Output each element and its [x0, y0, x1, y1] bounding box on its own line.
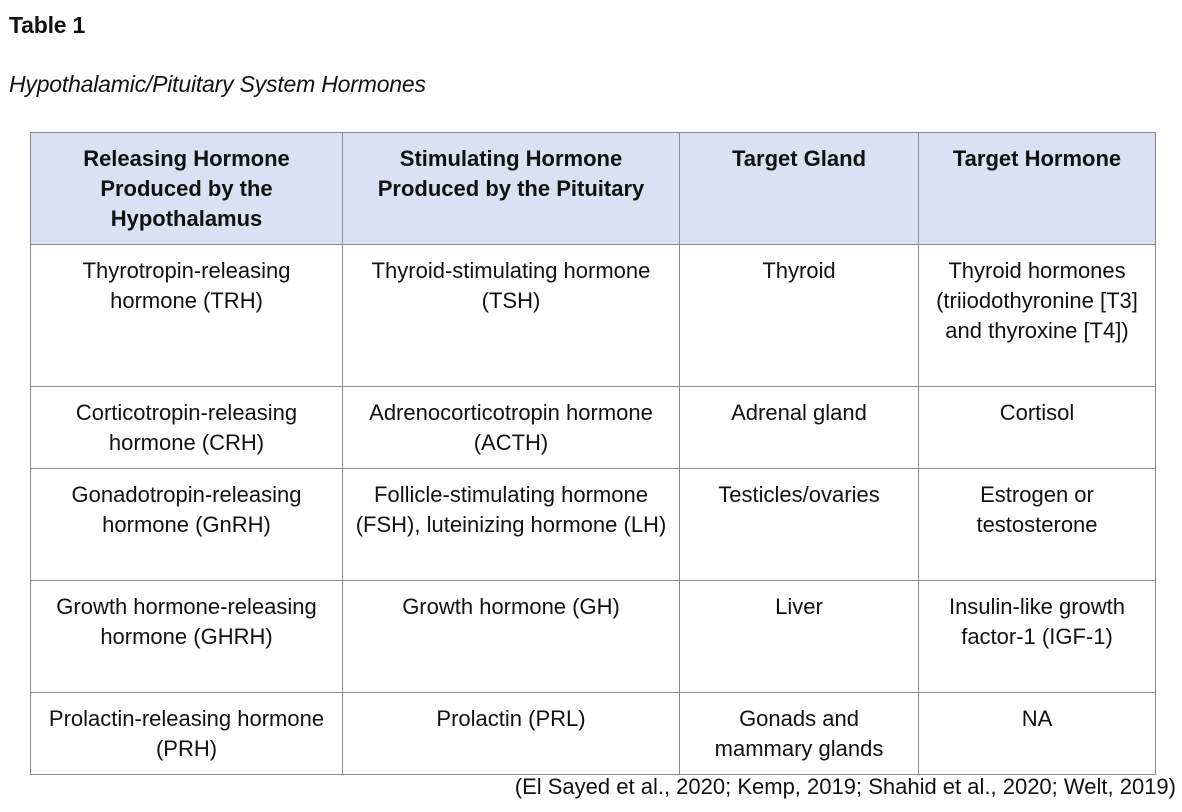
table-cell: Prolactin-releasing hormone (PRH) — [31, 693, 343, 775]
table-row — [31, 693, 1156, 775]
table-cell: Adrenal gland — [680, 387, 919, 469]
header-target-hormone: Target Hormone — [919, 133, 1156, 245]
table-cell: Thyroid — [680, 245, 919, 387]
table-cell: Estrogen or testosterone — [919, 469, 1156, 581]
header-target-gland: Target Gland — [680, 133, 919, 245]
table-label: Table 1 — [9, 12, 86, 38]
table-cell: Prolactin (PRL) — [343, 693, 680, 775]
table-row — [31, 245, 1156, 387]
table-cell: Corticotropin-releasing hormone (CRH) — [31, 387, 343, 469]
table-title: Hypothalamic/Pituitary System Hormones — [9, 71, 426, 97]
table-cell: Growth hormone-releasing hormone (GHRH) — [31, 581, 343, 693]
hormone-table — [30, 132, 1156, 775]
table-cell: Adrenocorticotropin hormone (ACTH) — [343, 387, 680, 469]
table-cell: Gonads and mammary glands — [680, 693, 919, 775]
header-stimulating-hormone: Stimulating Hormone Produced by the Pituitary — [343, 133, 680, 245]
table-cell: Thyroid hormones (triiodothyronine [T3] and thyroxine [T4]) — [919, 245, 1156, 387]
table-cell: Insulin-like growth factor-1 (IGF-1) — [919, 581, 1156, 693]
table-cell: Gonadotropin-releasing hormone (GnRH) — [31, 469, 343, 581]
table-row — [31, 581, 1156, 693]
table-cell: NA — [919, 693, 1156, 775]
table-row — [31, 387, 1156, 469]
table-cell: Follicle-stimulating hormone (FSH), luteinizing hormone (LH) — [343, 469, 680, 581]
table-cell: Thyrotropin-releasing hormone (TRH) — [31, 245, 343, 387]
table-row — [31, 469, 1156, 581]
table-cell: Liver — [680, 581, 919, 693]
header-releasing-hormone: Releasing Hormone Produced by the Hypothalamus — [31, 133, 343, 245]
table-cell: Thyroid-stimulating hormone (TSH) — [343, 245, 680, 387]
citation: (El Sayed et al., 2020; Kemp, 2019; Shahid et al., 2020; Welt, 2019) — [514, 774, 1176, 799]
table-cell: Growth hormone (GH) — [343, 581, 680, 693]
table-cell: Testicles/ovaries — [680, 469, 919, 581]
table-cell: Cortisol — [919, 387, 1156, 469]
header-row — [31, 133, 1156, 245]
